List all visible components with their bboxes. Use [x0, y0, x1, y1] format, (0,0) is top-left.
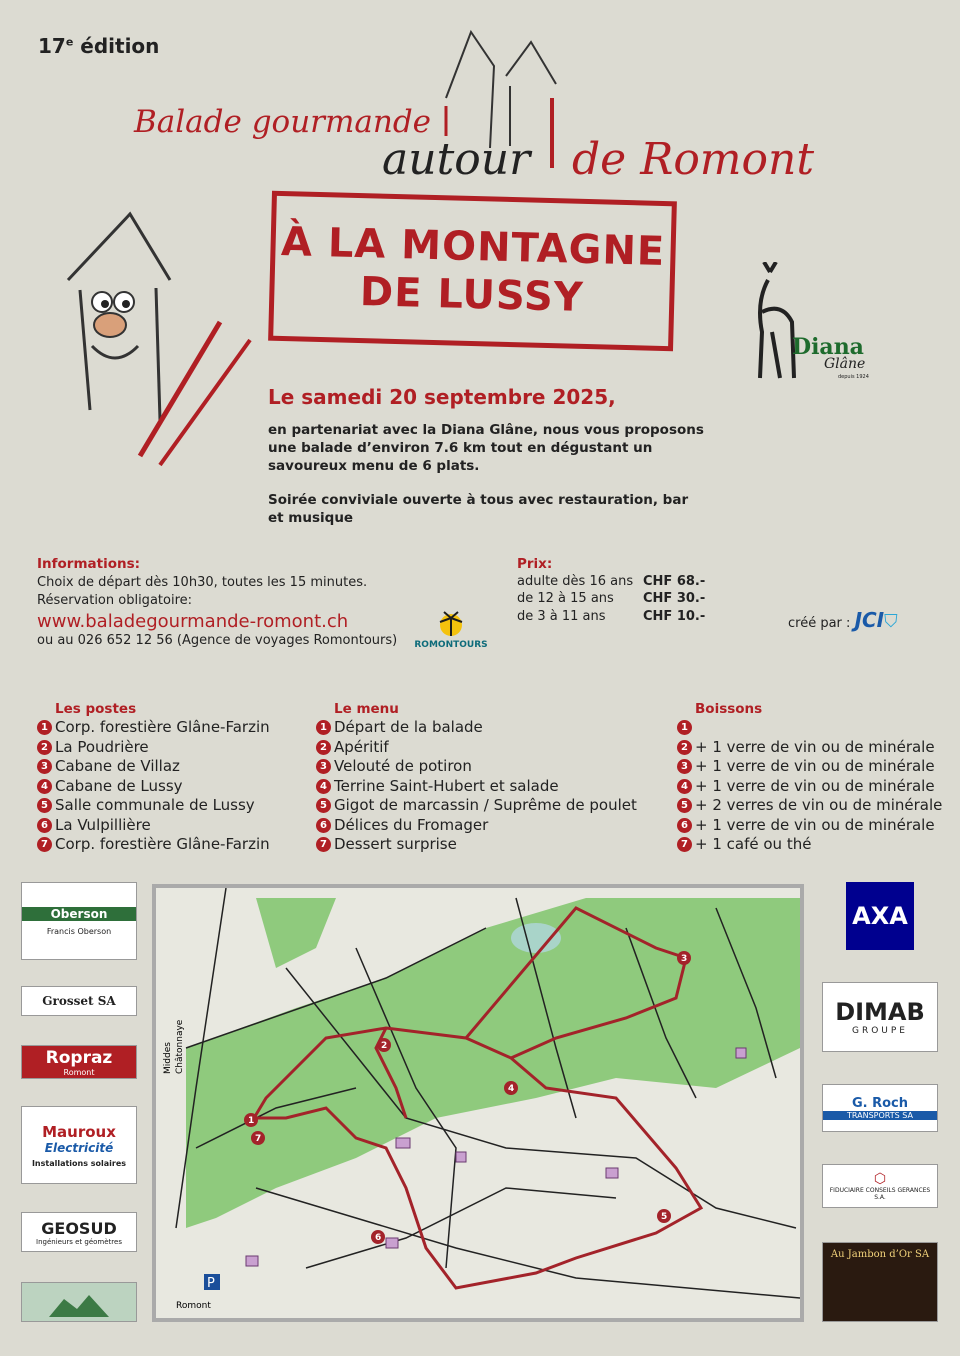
list-item: 7 + 1 café ou thé — [677, 835, 942, 855]
info-line2: Réservation obligatoire: — [37, 593, 193, 608]
info-line3: ou au 026 652 12 56 (Agence de voyages Romontours) — [37, 633, 398, 648]
boissons-heading: Boissons — [695, 701, 763, 717]
list-item: 7 Dessert surprise — [316, 835, 637, 855]
website-link[interactable]: www.baladegourmande-romont.ch — [37, 611, 349, 632]
svg-text:7: 7 — [255, 1134, 262, 1144]
price-row: adulte dès 16 ans CHF 68.- — [517, 574, 706, 589]
svg-text:4: 4 — [508, 1084, 515, 1094]
intro-text: en partenariat avec la Diana Glâne, nous vous proposons une balade d’environ 7.6 km tout en dégustant un savoureux menu de 6 plats. — [268, 422, 704, 474]
sponsor-dimab: DIMAB GROUPE — [822, 982, 938, 1052]
price-row: de 12 à 15 ans CHF 30.- — [517, 591, 706, 606]
list-item: 3 + 1 verre de vin ou de minérale — [677, 757, 942, 777]
route-map[interactable] — [152, 884, 804, 1322]
svg-text:2: 2 — [381, 1041, 388, 1051]
svg-text:1: 1 — [248, 1116, 255, 1126]
sponsor-geosud: GEOSUD Ingénieurs et géomètres — [21, 1212, 137, 1252]
ficogers-icon: ⬡ — [873, 1171, 887, 1187]
sponsor-mauroux: Mauroux Electricité Installations solaires — [21, 1106, 137, 1184]
title-line3: de Romont — [572, 134, 815, 185]
sponsor-grosset: Grosset SA — [21, 986, 137, 1016]
list-item: 4 + 1 verre de vin ou de minérale — [677, 777, 942, 797]
list-item: 2 Apéritif — [316, 738, 637, 758]
stamp-line1: À LA MONTAGNE — [280, 218, 666, 276]
landscape-icon — [49, 1287, 109, 1317]
list-item: 1 Corp. forestière Glâne-Farzin — [37, 718, 270, 738]
sponsor-oberson: Oberson Francis Oberson — [21, 882, 137, 960]
menu-list — [316, 718, 637, 855]
list-item: 5 Salle communale de Lussy — [37, 796, 270, 816]
svg-text:Middes: Middes — [163, 1042, 173, 1074]
svg-text:Châtonnaye: Châtonnaye — [175, 1019, 185, 1074]
deer-icon — [742, 262, 802, 382]
map-svg — [156, 888, 800, 1318]
list-item: 2 La Poudrière — [37, 738, 270, 758]
svg-text:6: 6 — [375, 1233, 382, 1243]
list-item: 1 — [677, 718, 942, 738]
created-by: créé par : JCI⛉ — [788, 608, 898, 632]
sponsor-jambon: Au Jambon d’Or SA — [822, 1242, 938, 1322]
event-stamp — [268, 191, 677, 352]
stamp-line2: DE LUSSY — [359, 269, 585, 321]
romontours-logo: ROMONTOURS — [412, 610, 490, 650]
sponsor-ropraz: Ropraz Romont — [21, 1045, 137, 1079]
list-item: 3 Velouté de potiron — [316, 757, 637, 777]
boissons-list — [677, 718, 942, 855]
list-item: 1 Départ de la balade — [316, 718, 637, 738]
sponsor-roch: G. Roch TRANSPORTS SA — [822, 1084, 938, 1132]
svg-text:P: P — [207, 1276, 215, 1291]
list-item: 2 + 1 verre de vin ou de minérale — [677, 738, 942, 758]
sponsor-ficogers: ⬡ FIDUCIAIRE CONSEILS GERANCES S.A. — [822, 1164, 938, 1208]
intro-text-2: Soirée conviviale ouverte à tous avec restauration, bar et musique — [268, 492, 689, 526]
list-item: 5 Gigot de marcassin / Suprême de poulet — [316, 796, 637, 816]
list-item: 3 Cabane de Villaz — [37, 757, 270, 777]
price-heading: Prix: — [517, 556, 553, 572]
list-item: 7 Corp. forestière Glâne-Farzin — [37, 835, 270, 855]
svg-text:Romont: Romont — [176, 1301, 211, 1311]
postes-list — [37, 718, 270, 855]
info-line1: Choix de départ dès 10h30, toutes les 15 minutes. — [37, 575, 368, 590]
jci-shield-icon: ⛉ — [884, 611, 898, 632]
title-line1: Balade gourmande — [134, 104, 432, 140]
svg-text:5: 5 — [661, 1212, 668, 1222]
svg-text:3: 3 — [681, 954, 688, 964]
list-item: 4 Terrine Saint-Hubert et salade — [316, 777, 637, 797]
info-heading: Informations: — [37, 556, 141, 572]
edition-label: 17e édition — [38, 34, 160, 58]
diana-glane-logo: Diana Glâne depuis 1924 — [742, 262, 892, 382]
list-item: 5 + 2 verres de vin ou de minérale — [677, 796, 942, 816]
list-item: 6 Délices du Fromager — [316, 816, 637, 836]
sponsor-bcf — [21, 1282, 137, 1322]
list-item: 4 Cabane de Lussy — [37, 777, 270, 797]
price-row: de 3 à 11 ans CHF 10.- — [517, 609, 706, 624]
sponsor-axa: AXA — [846, 882, 914, 950]
title-line2: autour — [382, 134, 531, 185]
event-date: Le samedi 20 septembre 2025, — [268, 385, 616, 409]
palm-tree-icon — [436, 610, 466, 636]
mascot-tower-icon — [60, 210, 260, 470]
list-item: 6 + 1 verre de vin ou de minérale — [677, 816, 942, 836]
menu-heading: Le menu — [334, 701, 399, 717]
list-item: 6 La Vulpillière — [37, 816, 270, 836]
postes-heading: Les postes — [55, 701, 137, 717]
